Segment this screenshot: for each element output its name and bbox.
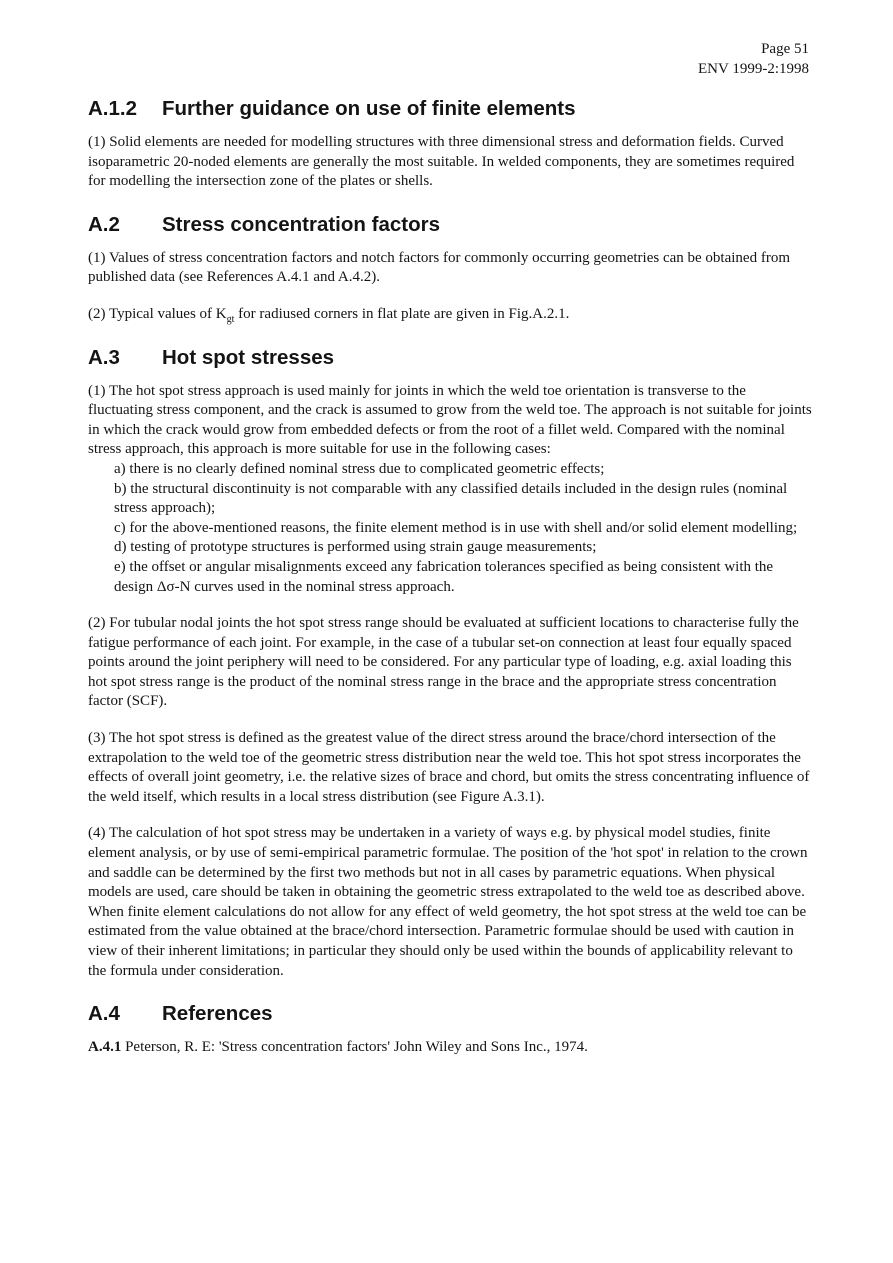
paragraph: (4) The calculation of hot spot stress may be undertaken in a variety of ways e.g. by physical model studies, finite element analysis, or by use of semi-empirical parametric formulae. The position of the 'hot spot' in relation to the crown and saddle can be determined by the first two methods but not in all cases by parametric equations. When physical models are used, care should be taken in obtaining the geometric stress extrapolated to the weld toe as described above. When finite element calculations do not allow for any effect of weld geometry, the hot spot stress at the weld toe can be estimated from the value obtained at the brace/chord intersection. Parametric formulae should be used with caution in view of their inherent limitations; in particular they should only be used within the bounds of applicability relevant to the formula under consideration. xyxy=(88,825,808,979)
section-heading-a3 xyxy=(88,345,812,371)
paragraph: (1) Solid elements are needed for modelling structures with three dimensional stress and deformation fields. Curved isoparametric 20-noded elements are generally the most suitable. In welded components, they are sometimes required for modelling the intersection zone of the plates or shells. xyxy=(88,134,795,190)
paragraph: (3) The hot spot stress is defined as the greatest value of the direct stress around the brace/chord intersection of the extrapolation to the weld toe of the geometric stress distribution near the weld toe. This hot spot stress incorporates the effects of overall joint geometry, i.e. the relative sizes of brace and chord, but omits the stress concentrating influence of the weld itself, which results in a local stress distribution (see Figure A.3.1). xyxy=(88,730,810,805)
section-heading-a2 xyxy=(88,212,812,238)
paragraph: (2) For tubular nodal joints the hot spot stress range should be evaluated at sufficient locations to characterise fully the fatigue performance of each joint. For example, in the case of a tubular set-on connection at least four equally spaced points around the joint periphery will need to be considered. For any particular type of loading, e.g. axial loading this hot spot stress range is the product of the nominal stress range in the brace and the appropriate stress concentration factor (SCF). xyxy=(88,615,799,710)
section-title: Hot spot stresses xyxy=(162,345,335,369)
standard-code: ENV 1999-2:1998 xyxy=(698,61,809,77)
section-heading-a12 xyxy=(88,96,812,122)
text-run: for radiused corners in flat plate are given in Fig.A.2.1. xyxy=(234,305,570,322)
section-title: Stress concentration factors xyxy=(162,212,440,236)
section-number: A.4 xyxy=(88,1002,120,1026)
reference-code: A.4.1 xyxy=(88,1039,122,1056)
list-item: a) there is no clearly defined nominal stress due to complicated geometric effects; xyxy=(114,460,605,477)
list-item: e) the offset or angular misalignments exceed any fabrication tolerances specified as being consistent with the design Δσ-N curves used in the nominal stress approach. xyxy=(114,558,774,595)
subscript: gt xyxy=(226,313,235,325)
list-item: b) the structural discontinuity is not comparable with any classified details included in the design rules (nominal stress approach); xyxy=(114,480,788,517)
page-header xyxy=(698,39,809,79)
section-number: A.2 xyxy=(88,212,120,236)
section-number: A.3 xyxy=(88,345,120,369)
list-item: c) for the above-mentioned reasons, the finite element method is in use with shell and/or solid element modelling; xyxy=(114,519,798,536)
section-title: Further guidance on use of finite elements xyxy=(162,97,576,120)
text-run: (2) Typical values of K xyxy=(88,305,227,322)
paragraph-kgt xyxy=(88,305,812,325)
document-body xyxy=(88,96,812,1058)
page-number: Page 51 xyxy=(761,41,809,57)
section-heading-a4 xyxy=(88,1001,812,1027)
case-list xyxy=(88,460,812,597)
paragraph: (1) Values of stress concentration factors and notch factors for commonly occurring geometries can be obtained from published data (see References A.4.1 and A.4.2). xyxy=(88,249,790,286)
reference-entry xyxy=(88,1038,812,1058)
reference-text: Peterson, R. E: 'Stress concentration factors' John Wiley and Sons Inc., 1974. xyxy=(121,1039,588,1056)
list-item: d) testing of prototype structures is performed using strain gauge measurements; xyxy=(114,539,597,556)
section-number: A.1.2 xyxy=(88,97,137,120)
section-title: References xyxy=(162,1002,273,1026)
paragraph: (1) The hot spot stress approach is used mainly for joints in which the weld toe orientation is transverse to the fluctuating stress component, and the crack is assumed to grow from the weld toe. The approach is not suitable for joints in which the crack would grow from embedded defects or from the root of a fillet weld. Compared with the nominal stress approach, this approach is more suitable for use in the following cases: xyxy=(88,382,812,458)
